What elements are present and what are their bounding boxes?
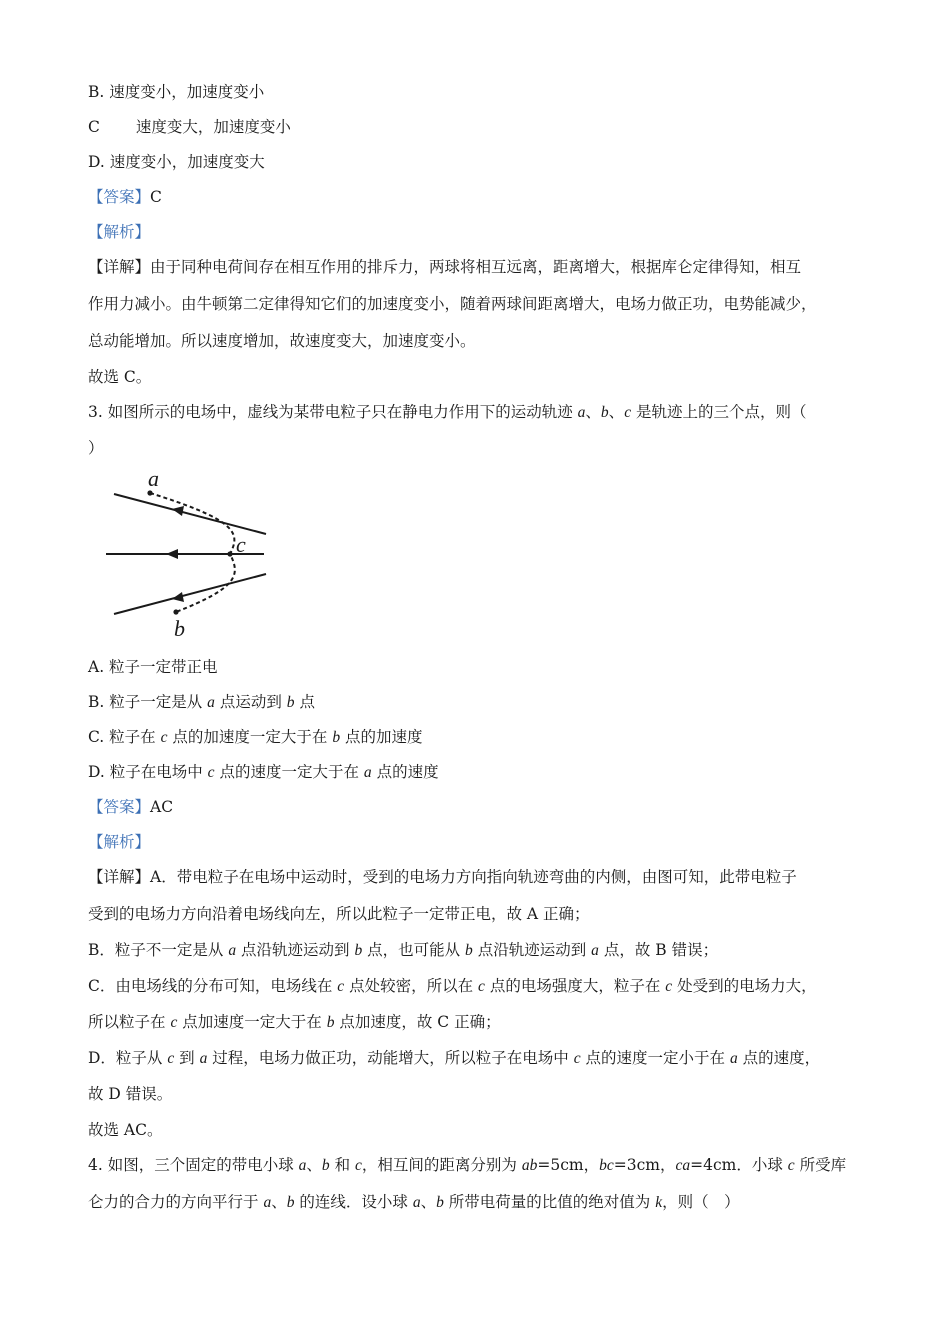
point-b-dot <box>173 609 178 614</box>
detail-tag: 【详解】 <box>88 868 151 886</box>
text: 点的速度一定小于在 <box>580 1049 730 1067</box>
question-3-stem-end: ） <box>88 439 104 457</box>
q3-detail-c-2 <box>88 1012 501 1033</box>
var-b: b <box>286 694 295 711</box>
var-b: b <box>465 942 473 959</box>
detail-line-2: 作用力减小。由牛顿第二定律得知它们的加速度变小，随着两球间距离增大，电场力做正功，电势能减少， <box>88 295 817 313</box>
analysis-tag-q3: 【解析】 <box>88 833 151 851</box>
var-b: b <box>286 1194 295 1211</box>
var-b: b <box>332 729 341 746</box>
text: ，相互间的距离分别为 <box>361 1156 522 1174</box>
text: 处受到的电场力大， <box>672 977 817 995</box>
q3-detail-a-1 <box>88 867 797 887</box>
option-c-text: 速度变大，加速度变小 <box>135 118 291 136</box>
arrow-top <box>172 506 184 516</box>
text: 点 <box>294 693 315 711</box>
label-a: a <box>148 466 159 491</box>
text: B. 粒子一定是从 <box>88 693 208 711</box>
conclusion-q2: 故选 C。 <box>88 368 152 386</box>
analysis-tag-q2: 【解析】 <box>88 223 151 241</box>
var-a: a <box>412 1194 421 1211</box>
var-c: c <box>624 404 632 421</box>
text: 的连线．设小球 <box>294 1193 413 1211</box>
answer-line-q3 <box>88 797 173 817</box>
q3-detail-c-1 <box>88 976 817 997</box>
text: 仑力的合力的方向平行于 <box>88 1193 264 1211</box>
answer-value: AC <box>150 798 174 816</box>
var-b: b <box>321 1157 330 1174</box>
q3-detail-a-2: 受到的电场力方向沿着电场线向左，所以此粒子一定带正电，故 A 正确； <box>88 905 590 923</box>
var-k: k <box>655 1194 663 1211</box>
var-a: a <box>577 404 586 421</box>
sep: 、 <box>271 1193 287 1211</box>
q3-detail-b <box>88 940 718 961</box>
detail-text: A．带电粒子在电场中运动时，受到的电场力方向指向轨迹弯曲的内侧，由图可知，此带电粒子 <box>150 868 797 886</box>
answer-line-q2 <box>88 187 162 207</box>
text: D. 粒子在电场中 <box>88 763 208 781</box>
text: 点的速度一定大于在 <box>214 763 364 781</box>
var-b: b <box>436 1194 444 1211</box>
var-a: a <box>228 942 237 959</box>
answer-tag: 【答案】 <box>88 188 151 206</box>
var-c: c <box>665 978 673 995</box>
text: 点加速度，故 C 正确； <box>334 1013 501 1031</box>
text: 到 <box>174 1049 200 1067</box>
text: =5cm， <box>537 1156 600 1174</box>
sep: 、 <box>306 1156 322 1174</box>
text: 点的加速度一定大于在 <box>167 728 333 746</box>
label-b: b <box>174 616 185 641</box>
option-c-letter: C <box>88 118 100 136</box>
text: ，则（ ） <box>662 1193 740 1211</box>
text: 所带电荷量的比值的绝对值为 <box>443 1193 656 1211</box>
text: =3cm， <box>613 1156 676 1174</box>
q3-detail-d-1 <box>88 1048 820 1069</box>
field-line-bottom <box>114 574 266 614</box>
detail-line-1 <box>88 257 801 277</box>
detail-text: 由于同种电荷间存在相互作用的排斥力，两球将相互远离，距离增大，根据库仑定律得知，相互 <box>150 258 802 276</box>
sep: 、 <box>420 1193 437 1211</box>
sep: 、 <box>608 403 625 421</box>
arrow-middle <box>166 549 178 559</box>
var-b: b <box>326 1014 335 1031</box>
var-b: b <box>354 942 363 959</box>
text: 所受库 <box>794 1156 847 1174</box>
var-a: a <box>298 1157 307 1174</box>
stem-text: 3. 如图所示的电场中，虚线为某带电粒子只在静电力作用下的运动轨迹 <box>88 403 578 421</box>
var-c: c <box>573 1050 581 1067</box>
var-c: c <box>170 1014 178 1031</box>
option-b: B. 速度变小，加速度变小 <box>88 83 265 101</box>
text: D．粒子从 <box>88 1049 168 1067</box>
text: 点，故 B 错误； <box>598 941 719 959</box>
text: 4. 如图，三个固定的带电小球 <box>88 1156 299 1174</box>
text: C．由电场线的分布可知，电场线在 <box>88 977 338 995</box>
text: 点沿轨迹运动到 <box>236 941 355 959</box>
q3-detail-d-2: 故 D 错误。 <box>88 1085 173 1103</box>
text: 过程，电场力做正功，动能增大，所以粒子在电场中 <box>207 1049 574 1067</box>
var-c: c <box>160 729 168 746</box>
sep: 、 <box>585 403 601 421</box>
text: 点加速度一定大于在 <box>177 1013 327 1031</box>
text: C. 粒子在 <box>88 728 161 746</box>
label-c: c <box>236 532 246 557</box>
detail-tag: 【详解】 <box>88 258 151 276</box>
text: 点运动到 <box>214 693 287 711</box>
question-4-stem-2 <box>88 1192 740 1213</box>
q3-option-a: A. 粒子一定带正电 <box>88 658 218 676</box>
var-c: c <box>167 1050 175 1067</box>
var-c: c <box>207 764 215 781</box>
q3-option-d <box>88 762 439 783</box>
text: 点的速度 <box>371 763 439 781</box>
text: 点，也可能从 <box>362 941 466 959</box>
option-d: D. 速度变小，加速度变大 <box>88 153 265 171</box>
stem-text: 是轨迹上的三个点，则（ <box>631 403 807 421</box>
var-c: c <box>337 978 345 995</box>
text: 和 <box>329 1156 356 1174</box>
question-4-stem-1 <box>88 1155 846 1176</box>
var-b: b <box>600 404 609 421</box>
text: 所以粒子在 <box>88 1013 171 1031</box>
electric-field-diagram <box>100 466 275 644</box>
arrow-bottom <box>172 592 184 602</box>
var-a: a <box>729 1050 738 1067</box>
var-a: a <box>199 1050 208 1067</box>
var-c: c <box>478 978 485 995</box>
var-ca: ca <box>675 1157 691 1174</box>
text: 点沿轨迹运动到 <box>472 941 592 959</box>
field-line-top <box>114 494 266 534</box>
point-c-dot <box>227 551 232 556</box>
var-c: c <box>787 1157 795 1174</box>
var-a: a <box>207 694 215 711</box>
q3-option-b <box>88 692 315 713</box>
var-a: a <box>363 764 372 781</box>
text: 点的速度， <box>737 1049 821 1067</box>
point-a-dot <box>147 490 152 495</box>
conclusion-q3: 故选 AC。 <box>88 1121 163 1139</box>
var-ab: ab <box>521 1157 538 1174</box>
text: 点的电场强度大，粒子在 <box>484 977 666 995</box>
option-c <box>88 117 291 137</box>
text: =4cm．小球 <box>690 1156 788 1174</box>
text: 点处较密，所以在 <box>344 977 479 995</box>
question-3-stem <box>88 402 807 423</box>
text: B．粒子不一定是从 <box>88 941 229 959</box>
var-bc: bc <box>599 1157 614 1174</box>
var-a: a <box>263 1194 272 1211</box>
var-c: c <box>355 1157 362 1174</box>
q3-option-c <box>88 727 423 748</box>
text: 点的加速度 <box>340 728 423 746</box>
answer-value: C <box>150 188 162 206</box>
answer-tag: 【答案】 <box>88 798 151 816</box>
var-a: a <box>591 942 599 959</box>
detail-line-3: 总动能增加。所以速度增加，故速度变大，加速度变小。 <box>88 332 476 350</box>
